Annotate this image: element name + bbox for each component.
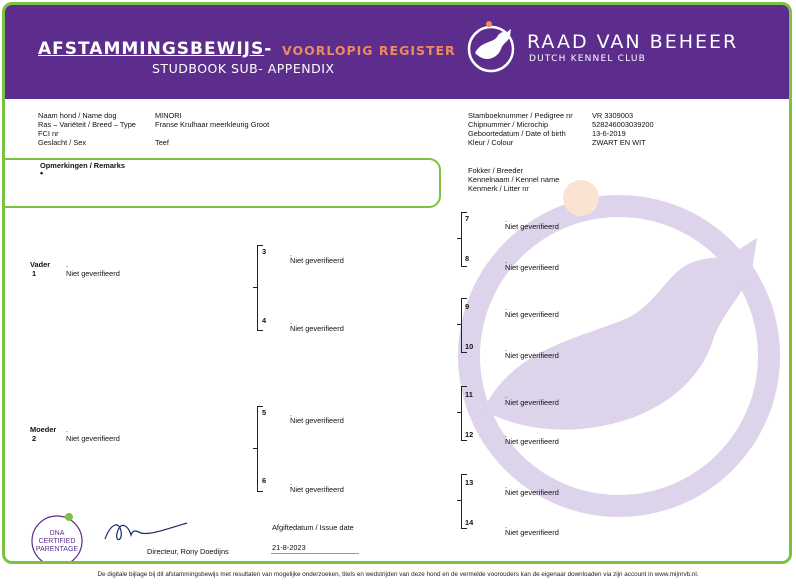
value-dob: 13-6-2019 — [592, 129, 626, 138]
signature-title: Directeur, Rony Doedijns — [147, 547, 229, 556]
issue-date-value: 21-8-2023 — [272, 543, 306, 552]
value-breed: Franse Krulhaar meerkleurig Groot — [155, 120, 270, 129]
ancestor-number-7: 7 — [465, 214, 470, 223]
ancestor-number-2: 2 — [32, 434, 37, 443]
value-pedigree-nr: VR 3309003 — [592, 111, 634, 120]
ancestor-dot-10: . — [505, 344, 508, 353]
ancestor-dot-5: . — [290, 409, 293, 418]
ancestor-number-11: 11 — [465, 390, 473, 399]
brand-name: RAAD VAN BEHEER — [527, 31, 739, 53]
label-pedigree-nr: Stamboeknummer / Pedigree nr — [468, 111, 573, 120]
ancestor-status-2: Niet geverifieerd — [66, 434, 120, 443]
title-dash: - — [264, 39, 273, 59]
ancestor-dot-3: . — [290, 249, 293, 258]
ancestor-dot-8: . — [505, 256, 508, 265]
label-dob: Geboortedatum / Date of birth — [468, 129, 566, 138]
register-label: VOORLOPIG REGISTER — [282, 43, 456, 58]
ancestor-status-10: Niet geverifieerd — [505, 351, 559, 360]
ancestor-status-14: Niet geverifieerd — [505, 528, 559, 537]
value-sex: Teef — [155, 138, 169, 147]
dog-watermark-icon — [423, 160, 792, 560]
ancestor-dot-6: . — [290, 478, 293, 487]
value-colour: ZWART EN WIT — [592, 138, 646, 147]
ancestor-number-8: 8 — [465, 254, 470, 263]
label-microchip: Chipnummer / Microchip — [468, 120, 549, 129]
label-breeder: Fokker / Breeder — [468, 166, 524, 175]
ancestor-dot-4: . — [290, 317, 293, 326]
certificate-title — [38, 39, 272, 59]
ancestor-status-6: Niet geverifieerd — [290, 485, 344, 494]
label-kennel: Kennelnaam / Kennel name — [468, 175, 560, 184]
label-breed: Ras – Variëteit / Breed – Type — [38, 120, 136, 129]
issue-date-label: Afgiftedatum / Issue date — [272, 523, 354, 532]
remarks-bullet: • — [40, 168, 44, 178]
label-name-dog: Naam hond / Name dog — [38, 111, 117, 120]
ancestor-number-4: 4 — [262, 316, 267, 325]
dog-logo-icon — [463, 19, 519, 75]
ancestor-status-11: Niet geverifieerd — [505, 398, 559, 407]
ancestor-status-1: Niet geverifieerd — [66, 269, 120, 278]
certificate-subtitle: STUDBOOK SUB- APPENDIX — [152, 61, 335, 76]
ancestor-dot-1: . — [66, 260, 69, 269]
ancestor-number-13: 13 — [465, 478, 474, 487]
ancestor-status-12: Niet geverifieerd — [505, 437, 559, 446]
certificate-frame — [2, 2, 792, 564]
ancestor-number-6: 6 — [262, 476, 267, 485]
remarks-label: Opmerkingen / Remarks — [40, 161, 126, 170]
signature-icon — [101, 513, 191, 547]
dna-badge-line3: PARENTAGE — [35, 546, 79, 553]
footer-note: De digitale bijlage bij dit afstammingsbewijs met resultaten van mogelijke onderzoeken, titels en wedstrijden van deze hond en de vermelde voorouders kan de eigenaar downloaden via zijn account in www.mijnrvb.nl. — [97, 571, 699, 578]
dna-badge-line1: DNA — [49, 530, 65, 537]
header-banner — [5, 5, 789, 99]
ancestor-dot-2: . — [66, 425, 69, 434]
label-sex: Geslacht / Sex — [38, 138, 87, 147]
ancestor-status-7: Niet geverifieerd — [505, 222, 559, 231]
label-colour: Kleur / Colour — [468, 138, 514, 147]
ancestor-number-3: 3 — [262, 247, 267, 256]
ancestor-number-14: 14 — [465, 518, 474, 527]
label-litter: Kenmerk / Litter nr — [468, 184, 529, 193]
ancestor-status-5: Niet geverifieerd — [290, 416, 344, 425]
ancestor-number-10: 10 — [465, 342, 474, 351]
ancestor-number-12: 12 — [465, 430, 474, 439]
issue-date-line — [271, 553, 359, 554]
ancestor-status-4: Niet geverifieerd — [290, 324, 344, 333]
dna-badge-line2: CERTIFIED — [38, 538, 76, 545]
title-text: AFSTAMMINGSBEWIJS — [38, 39, 265, 59]
ancestor-status-9: Niet geverifieerd — [505, 310, 559, 319]
value-name-dog: MINORI — [155, 111, 182, 120]
ancestor-dot-14: . — [505, 521, 508, 530]
ancestor-dot-11: . — [505, 391, 508, 400]
ancestor-status-8: Niet geverifieerd — [505, 263, 559, 272]
ancestor-dot-12: . — [505, 430, 508, 439]
ancestor-dot-13: . — [505, 481, 508, 490]
sire-label: Vader — [30, 260, 51, 269]
ancestor-number-5: 5 — [262, 408, 267, 417]
label-fci: FCI nr — [38, 129, 59, 138]
dam-label: Moeder — [30, 425, 57, 434]
ancestor-number-1: 1 — [32, 269, 37, 278]
ancestor-dot-9: . — [505, 303, 508, 312]
ancestor-number-9: 9 — [465, 302, 470, 311]
value-microchip: 528246003039200 — [592, 120, 654, 129]
ancestor-status-3: Niet geverifieerd — [290, 256, 344, 265]
ancestor-status-13: Niet geverifieerd — [505, 488, 559, 497]
brand-subtitle: DUTCH KENNEL CLUB — [529, 54, 647, 64]
ancestor-dot-7: . — [505, 215, 508, 224]
dna-badge — [27, 511, 91, 564]
